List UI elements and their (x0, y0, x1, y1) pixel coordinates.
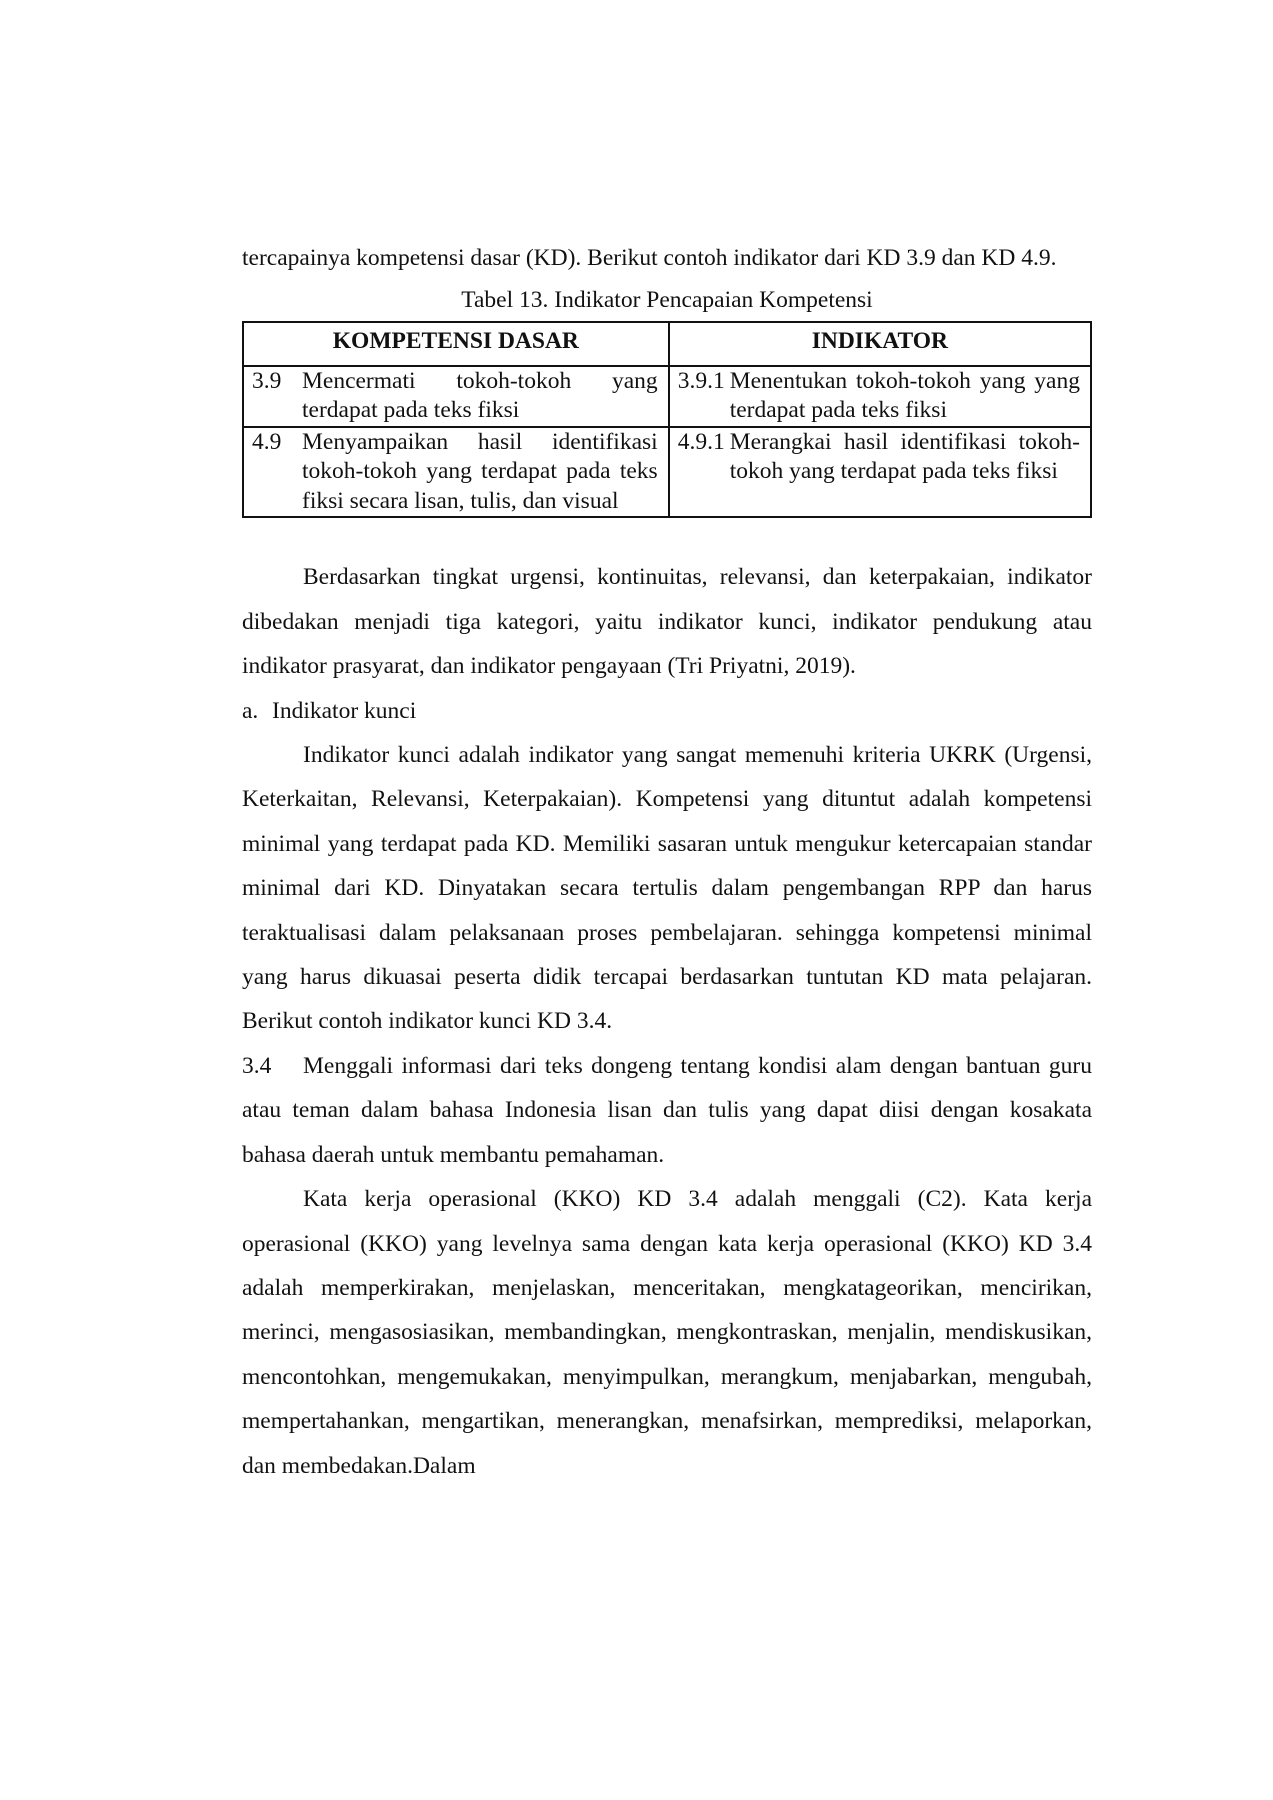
kd-statement-text: Menggali informasi dari teks dongeng tentang kondisi alam dengan bantuan guru atau teman dalam bahasa Indonesia lisan dan tulis yang dapat diisi dengan kosakata bahasa daerah untuk membantu pemahaman. (242, 1052, 1092, 1168)
kd-cell (243, 427, 669, 518)
kd-number: 4.9 (252, 428, 282, 455)
kd-text: Menyampaikan hasil identifikasi tokoh-tokoh yang terdapat pada teks fiksi secara lisan, tulis, dan visual (302, 428, 658, 514)
indicator-number: 4.9.1 (677, 428, 725, 455)
paragraph-categories: Berdasarkan tingkat urgensi, kontinuitas, relevansi, dan keterpakaian, indikator dibedakan menjadi tiga kategori, yaitu indikator kunci, indikator pendukung atau indikator prasyarat, dan indikator pengayaan (Tri Priyatni, 2019). (242, 564, 1092, 680)
header-kompetensi-dasar: KOMPETENSI DASAR (243, 322, 669, 366)
section-heading (242, 689, 1092, 733)
kd-statement-number: 3.4 (242, 1052, 272, 1079)
section-marker: a. (242, 697, 259, 724)
table-caption: Tabel 13. Indikator Pencapaian Kompetensi (461, 287, 873, 314)
indicator-number: 3.9.1 (677, 367, 725, 394)
header-indikator: INDIKATOR (669, 322, 1091, 366)
intro-paragraph: tercapainya kompetensi dasar (KD). Berikut contoh indikator dari KD 3.9 dan KD 4.9. (242, 245, 1057, 271)
paragraph-kko: Kata kerja operasional (KKO) KD 3.4 adalah menggali (C2). Kata kerja operasional (KKO) yang levelnya sama dengan kata kerja operasional (KKO) KD 3.4 adalah memperkirakan, menjelaskan, menceritakan, mengkatageorikan, mencirikan, merinci, mengasosiasikan, membandingkan, mengkontraskan, menjalin, mendiskusikan, mencontohkan, mengemukakan, menyimpulkan, merangkum, menjabarkan, mengubah, mempertahankan, mengartikan, menerangkan, menafsirkan, memprediksi, melaporkan, dan membedakan.Dalam (242, 1186, 1092, 1479)
page-content (242, 236, 1092, 1488)
table-row (243, 427, 1091, 518)
kd-cell (243, 366, 669, 427)
table-row (243, 366, 1091, 427)
table-header-row (243, 322, 1091, 366)
kd-statement (242, 1044, 1092, 1177)
indicator-cell (669, 427, 1091, 518)
paragraph-key-indicator: Indikator kunci adalah indikator yang sangat memenuhi kriteria UKRK (Urgensi, Keterkaitan, Relevansi, Keterpakaian). Kompetensi yang dituntut adalah kompetensi minimal yang terdapat pada KD. Memiliki sasaran untuk mengukur ketercapaian standar minimal dari KD. Dinyatakan secara tertulis dalam pengembangan RPP dan harus teraktualisasi dalam pelaksanaan proses pembelajaran. sehingga kompetensi minimal yang harus dikuasai peserta didik tercapai berdasarkan tuntutan KD mata pelajaran. Berikut contoh indikator kunci KD 3.4. (242, 742, 1092, 1035)
indicator-text: Menentukan tokoh-tokoh yang yang terdapat pada teks fiksi (729, 367, 1080, 424)
kd-number: 3.9 (252, 367, 282, 394)
competency-table (242, 321, 1092, 518)
indicator-text: Merangkai hasil identifikasi tokoh-tokoh yang terdapat pada teks fiksi (729, 428, 1080, 485)
indicator-cell (669, 366, 1091, 427)
kd-text: Mencermati tokoh-tokoh yang terdapat pada teks fiksi (302, 367, 658, 424)
section-title: Indikator kunci (272, 697, 417, 724)
